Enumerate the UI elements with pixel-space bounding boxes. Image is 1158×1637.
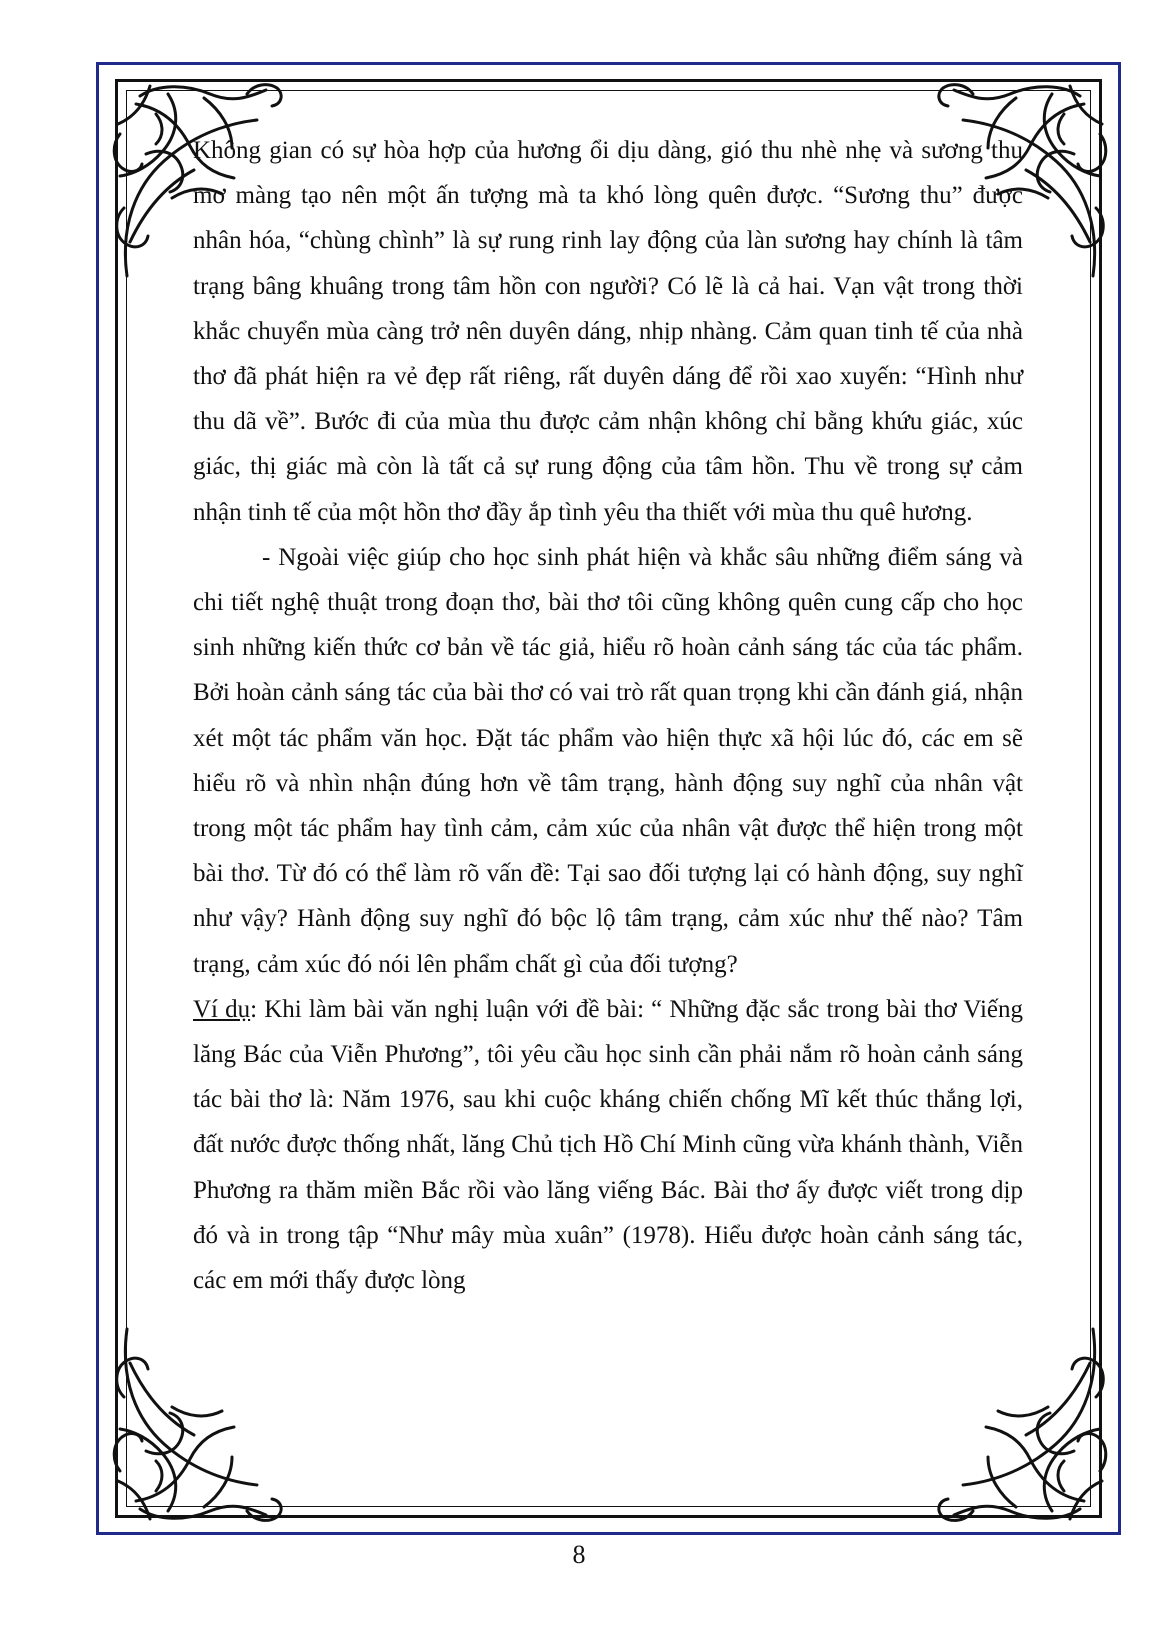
paragraph-2: - Ngoài việc giúp cho học sinh phát hiện và khắc sâu những điểm sáng và chi tiết nghệ thuật trong đoạn thơ, bài thơ tôi cũng không quên cung cấp cho học sinh những kiến thức cơ bản về tác giả, hiểu rõ hoàn cảnh sáng tác của tác phẩm. Bởi hoàn cảnh sáng tác của bài thơ có vai trò rất quan trọng khi cần đánh giá, nhận xét một tác phẩm văn học. Đặt tác phẩm vào hiện thực xã hội lúc đó, các em sẽ hiểu rõ và nhìn nhận đúng hơn về tâm trạng, hành động suy nghĩ của nhân vật trong một tác phẩm hay tình cảm, cảm xúc của nhân vật được thể hiện trong một bài thơ. Từ đó có thể làm rõ vấn đề: Tại sao đối tượng lại có hành động, suy nghĩ như vậy? Hành động suy nghĩ đó bộc lộ tâm trạng, cảm xúc như thế nào? Tâm trạng, cảm xúc đó nói lên phẩm chất gì của đối tượng? bbox=[193, 543, 1023, 978]
paragraph-1: Không gian có sự hòa hợp của hương ổi dịu dàng, gió thu nhè nhẹ và sương thu mơ màng tạo nên một ấn tượng mà ta khó lòng quên được. “Sương thu” được nhân hóa, “chùng chình” là sự rung rinh lay động của làn sương hay chính là tâm trạng bâng khuâng trong tâm hồn con người? Có lẽ là cả hai. Vạn vật trong thời khắc chuyển mùa càng trở nên duyên dáng, nhịp nhàng. Cảm quan tinh tế của nhà thơ đã phát hiện ra vẻ đẹp rất riêng, rất duyên dáng để rồi xao xuyến: “Hình như thu dã về”. Bước đi của mùa thu được cảm nhận không chỉ bằng khứu giác, xúc giác, thị giác mà còn là tất cả sự rung động của tâm hồn. Thu về trong sự cảm nhận tinh tế của một hồn thơ đầy ắp tình yêu tha thiết với mùa thu quê hương. bbox=[193, 137, 1023, 526]
example-paragraph bbox=[193, 987, 1023, 1303]
page-number: 8 bbox=[572, 1540, 586, 1569]
document-body bbox=[193, 128, 1023, 1303]
example-text: : Khi làm bài văn nghị luận với đề bài: “ Những đặc sắc trong bài thơ Viếng lăng Bác của Viễn Phương”, tôi yêu cầu học sinh cần phải nắm rõ hoàn cảnh sáng tác bài thơ là: Năm 1976, sau khi cuộc kháng chiến chống Mĩ kết thúc thắng lợi, đất nước được thống nhất, lăng Chủ tịch Hồ Chí Minh cũng vừa khánh thành, Viễn Phương ra thăm miền Bắc rồi vào lăng viếng Bác. Bài thơ ấy được viết trong dịp đó và in trong tập “Như mây mùa xuân” (1978). Hiểu được hoàn cảnh sáng tác, các em mới thấy được lòng bbox=[193, 995, 1023, 1295]
example-label: Ví dụ bbox=[193, 995, 251, 1023]
